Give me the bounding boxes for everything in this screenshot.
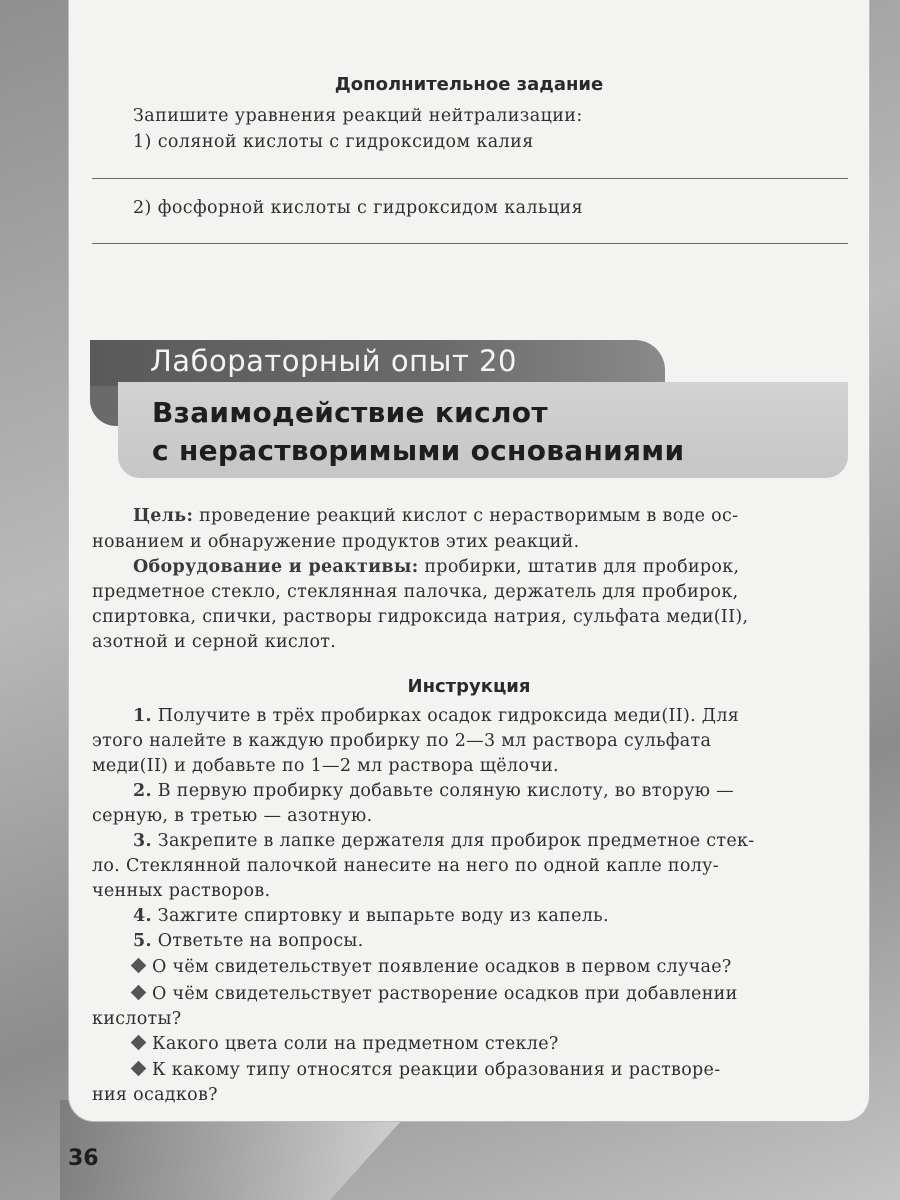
extra-task-item-2: 2) фосфорной кислоты с гидроксидом кальция xyxy=(133,198,584,218)
question-3: Какого цвета соли на предметном стекле? xyxy=(133,1034,559,1054)
step-2-line-2: серную, в третью — азотную. xyxy=(92,806,373,826)
step-4-line-1: 4. Зажгите спиртовку и выпарьте воду из капель. xyxy=(133,906,609,926)
lab-banner-label: Лабораторный опыт 20 xyxy=(150,344,517,378)
equipment-line-4: азотной и серной кислот. xyxy=(92,632,337,652)
equipment-line-3: спиртовка, спички, растворы гидроксида натрия, сульфата меди(II), xyxy=(92,607,749,627)
lab-title-line-2: с нерастворимыми основаниями xyxy=(152,434,685,467)
step-1-line-3: меди(II) и добавьте по 1—2 мл раствора щёлочи. xyxy=(92,756,559,776)
answer-line-2[interactable] xyxy=(92,243,848,244)
equipment-text-1: пробирки, штатив для пробирок, xyxy=(418,557,740,577)
step-2-number: 2. xyxy=(133,781,152,801)
step-3-line-1: 3. Закрепите в лапке держателя для пробирок предметное стек- xyxy=(133,831,755,851)
answer-line-1[interactable] xyxy=(92,178,848,179)
question-2-line-2: кислоты? xyxy=(92,1009,182,1029)
diamond-bullet-icon xyxy=(131,985,147,1001)
extra-task-prompt: Запишите уравнения реакций нейтрализации: xyxy=(133,106,583,126)
diamond-bullet-icon xyxy=(131,1061,147,1077)
question-2-line-1: О чём свидетельствует растворение осадков при добавлении xyxy=(133,984,738,1004)
step-1-line-2: этого налейте в каждую пробирку по 2—3 мл раствора сульфата xyxy=(92,731,712,751)
diamond-bullet-icon xyxy=(131,1035,147,1051)
goal-label: Цель: xyxy=(133,506,194,526)
step-1-number: 1. xyxy=(133,706,152,726)
equipment-line-2: предметное стекло, стеклянная палочка, держатель для пробирок, xyxy=(92,582,739,602)
step-4-number: 4. xyxy=(133,906,152,926)
diamond-bullet-icon xyxy=(131,958,147,974)
question-4-line-2: ния осадков? xyxy=(92,1085,218,1105)
instruction-heading: Инструкция xyxy=(407,676,531,697)
goal-text-1: проведение реакций кислот с нерастворимым в воде ос- xyxy=(193,506,739,526)
step-2-line-1: 2. В первую пробирку добавьте соляную кислоту, во вторую — xyxy=(133,781,734,801)
equipment-label: Оборудование и реактивы: xyxy=(133,557,419,577)
step-3-number: 3. xyxy=(133,831,152,851)
step-1-line-1: 1. Получите в трёх пробирках осадок гидроксида меди(II). Для xyxy=(133,706,740,726)
step-3-line-2: ло. Стеклянной палочкой нанесите на него по одной капле полу- xyxy=(92,856,719,876)
question-4-line-1: К какому типу относятся реакции образования и растворе- xyxy=(133,1060,720,1080)
lab-title-line-1: Взаимодействие кислот xyxy=(152,396,548,429)
lab-banner xyxy=(90,340,665,386)
goal-line-2: нованием и обнаружение продуктов этих реакций. xyxy=(92,532,580,552)
step-5-number: 5. xyxy=(133,931,152,951)
step-3-line-3: ченных растворов. xyxy=(92,881,271,901)
page-number: 36 xyxy=(68,1146,99,1171)
question-1: О чём свидетельствует появление осадков в первом случае? xyxy=(133,957,732,977)
step-5-line-1: 5. Ответьте на вопросы. xyxy=(133,931,364,951)
goal-line-1 xyxy=(133,506,738,526)
extra-task-item-1: 1) соляной кислоты с гидроксидом калия xyxy=(133,132,534,152)
extra-task-heading: Дополнительное задание xyxy=(334,74,604,95)
equipment-line-1 xyxy=(133,557,739,577)
